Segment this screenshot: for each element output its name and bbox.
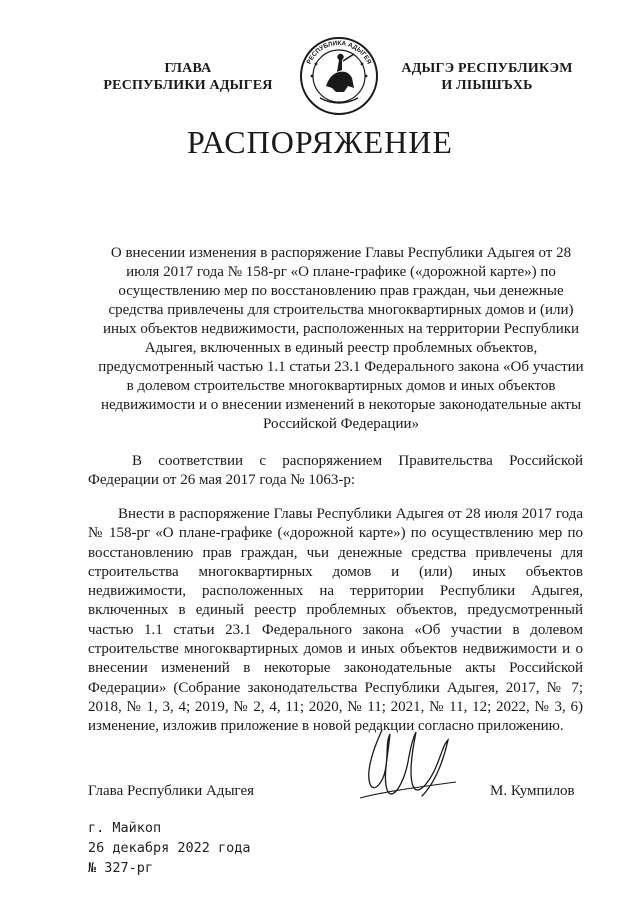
footer-city: г. Майкоп bbox=[88, 820, 162, 836]
header-left-line2: РЕСПУБЛИКИ АДЫГЕЯ bbox=[103, 78, 273, 93]
republic-of-adygea-emblem-icon bbox=[296, 34, 382, 116]
document-subject: О внесении изменения в распоряжение Главы Республики Адыгея от 28 июля 2017 года № 158-рг «О плане-графике («дорожной карте») по осуществлению мер по восстановлению прав граждан, чьи денежные средства привлечены для строительства многоквартирных домов и (или) иных объектов недвижимости, расположенных на территории Республики Адыгея, включенных в единый реестр проблемных объектов, предусмотренный частью 1.1 статьи 23.1 Федерального закона «Об участии в долевом строительстве многоквартирных домов и иных объектов недвижимости и о внесении изменений в некоторые законодательные акты Российской Федерации» bbox=[98, 245, 584, 432]
document-preamble: В соответствии с распоряжением Правительства Российской Федерации от 26 мая 2017 года № 1063-р: bbox=[88, 453, 583, 488]
signatory-name: М. Кумпилов bbox=[490, 783, 575, 799]
header-right-line1: АДЫГЭ РЕСПУБЛИКЭМ bbox=[401, 61, 573, 76]
header-left-line1: ГЛАВА bbox=[164, 61, 212, 76]
footer-date: 26 декабря 2022 года bbox=[88, 840, 251, 856]
signatory-position: Глава Республики Адыгея bbox=[88, 783, 255, 799]
emblem-text: РЕСПУБЛИКА АДЫГЕЯ bbox=[305, 39, 373, 66]
document-title: РАСПОРЯЖЕНИЕ bbox=[187, 124, 453, 160]
header-left bbox=[88, 60, 288, 94]
header-right-line2: И ЛІЫШЪХЬ bbox=[441, 78, 533, 93]
footer-number: № 327-рг bbox=[88, 860, 154, 876]
handwritten-signature bbox=[352, 722, 472, 802]
header-right bbox=[392, 60, 582, 94]
document-footer bbox=[88, 818, 251, 878]
document-body: Внести в распоряжение Главы Республики Адыгея от 28 июля 2017 года № 158-рг «О плане-графике («дорожной карте») по осуществлению мер по восстановлению прав граждан, чьи денежные средства привлечены для строительства многоквартирных домов и (или) иных объектов недвижимости, расположенных на территории Республики Адыгея, включенных в единый реестр проблемных объектов, предусмотренный частью 1.1 статьи 23.1 Федерального закона «Об участии в долевом строительстве многоквартирных домов и иных объектов недвижимости и о внесении изменений в некоторые законодательные акты Российской Федерации» (Собрание законодательства Республики Адыгея, 2017, № 7; 2018, № 1, 3, 4; 2019, № 2, 4, 11; 2020, № 11; 2021, № 11, 12; 2022, № 3, 6) изменение, изложив приложение в новой редакции согласно приложению. bbox=[88, 506, 583, 735]
